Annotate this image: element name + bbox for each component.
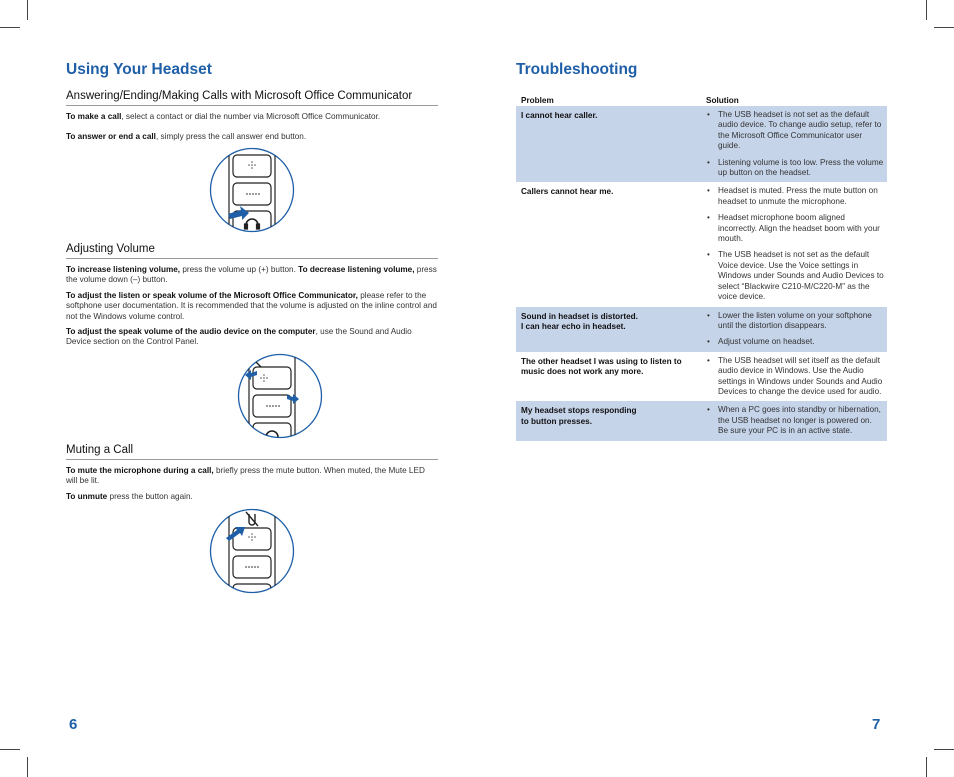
page-number-right: 7 xyxy=(872,716,881,733)
inline-control-mute-illustration xyxy=(209,508,295,594)
table-row xyxy=(516,182,887,306)
volume-up-bold: To increase listening volume, xyxy=(66,265,181,274)
answer-call-paragraph xyxy=(66,132,438,142)
table-row xyxy=(516,401,887,440)
solution-item: • The USB headset is not set as the default audio device. To change audio setup, refer to the Microsoft Office Communicator user guide. xyxy=(718,110,884,152)
section-heading-volume: Adjusting Volume xyxy=(66,243,438,259)
solution-cell xyxy=(702,307,887,352)
volume-down-text: press the volume down (–) button. xyxy=(66,265,437,285)
mute-bold: To mute the microphone during a call, xyxy=(66,466,214,475)
problem-text: I can hear echo in headset. xyxy=(521,321,626,331)
mute-paragraph-1 xyxy=(66,466,438,487)
solution-cell xyxy=(702,182,887,306)
answer-call-bold: To answer or end a call xyxy=(66,132,156,141)
inline-control-volume-illustration xyxy=(237,353,323,439)
problem-text: My headset stops responding xyxy=(521,406,637,416)
table-row xyxy=(516,106,887,182)
solution-cell xyxy=(702,352,887,402)
problem-text: Callers cannot hear me. xyxy=(521,187,614,197)
solution-list xyxy=(706,110,884,178)
make-call-text: , select a contact or dial the number via Microsoft Office Communicator. xyxy=(121,112,381,121)
solution-cell xyxy=(702,401,887,440)
solution-item: • Lower the listen volume on your softphone until the distortion disappears. xyxy=(718,311,884,332)
solution-list xyxy=(706,311,884,348)
crop-mark xyxy=(926,757,927,777)
solution-list xyxy=(706,186,884,302)
unmute-bold: To unmute xyxy=(66,492,108,501)
problem-text: Sound in headset is distorted. xyxy=(521,311,638,321)
table-row xyxy=(516,352,887,402)
volume-paragraph-1 xyxy=(66,265,438,286)
table-header xyxy=(516,90,887,106)
column-header-solution: Solution xyxy=(706,95,739,105)
speak-volume-bold: To adjust the speak volume of the audio device on the computer xyxy=(66,327,316,336)
solution-cell xyxy=(702,106,887,182)
crop-mark xyxy=(926,0,927,20)
volume-paragraph-2 xyxy=(66,291,438,322)
problem-cell xyxy=(516,106,702,182)
crop-mark xyxy=(0,749,20,750)
crop-mark xyxy=(27,0,28,20)
make-call-paragraph xyxy=(66,112,438,122)
table-row xyxy=(516,307,887,352)
problem-text: to button presses. xyxy=(521,416,592,426)
solution-item: • When a PC goes into standby or hibernation, the USB headset no longer is powered on. Be sure your PC is in an active state. xyxy=(718,405,884,436)
make-call-bold: To make a call xyxy=(66,112,122,121)
solution-item: • Listening volume is too low. Press the volume up button on the headset. xyxy=(718,158,884,179)
answer-call-text: , simply press the call answer end button. xyxy=(155,132,307,141)
solution-item: • Headset microphone boom aligned incorrectly. Align the headset boom with your mouth. xyxy=(718,213,884,244)
solution-item: • Headset is muted. Press the mute button on headset to unmute the microphone. xyxy=(718,186,884,207)
troubleshooting-table xyxy=(516,90,887,441)
problem-text: The other headset I was using to listen to music does not work any more. xyxy=(521,356,682,377)
problem-cell xyxy=(516,182,702,306)
mute-paragraph-2 xyxy=(66,492,438,502)
volume-paragraph-3 xyxy=(66,327,438,348)
crop-mark xyxy=(934,27,954,28)
page-title-using-headset: Using Your Headset xyxy=(66,61,212,78)
volume-softphone-bold: To adjust the listen or speak volume of the Microsoft Office Communicator, xyxy=(66,291,358,300)
problem-cell xyxy=(516,307,702,352)
crop-mark xyxy=(934,749,954,750)
table-body xyxy=(516,106,887,441)
page-title-troubleshooting: Troubleshooting xyxy=(516,61,638,78)
unmute-text: press the button again. xyxy=(107,492,193,501)
solution-list xyxy=(706,356,884,398)
problem-text: I cannot hear caller. xyxy=(521,111,598,120)
inline-control-answer-illustration xyxy=(209,147,295,233)
volume-up-text: press the volume up (+) button. xyxy=(180,265,299,274)
crop-mark xyxy=(27,757,28,777)
crop-mark xyxy=(0,27,20,28)
page-number-left: 6 xyxy=(69,716,78,733)
solution-item: • The USB headset will set itself as the default audio device in Windows. Use the Audio settings in Windows under Sounds and Audio Devices to change the device used for audio. xyxy=(718,356,884,398)
problem-cell xyxy=(516,352,702,402)
section-heading-mute: Muting a Call xyxy=(66,444,438,460)
solution-item: • Adjust volume on headset. xyxy=(718,337,884,347)
volume-softphone-text: please refer to the softphone user documentation. It is recommended that the volume is adjusted on the inline control and not the Windows volume control. xyxy=(66,291,437,321)
solution-item: • The USB headset is not set as the default Voice device. Use the Voice settings in Windows under Sounds and Audio Devices to select “Blackwire C210-M/C220-M” as the voice device. xyxy=(718,250,884,302)
section-heading-calls: Answering/Ending/Making Calls with Microsoft Office Communicator xyxy=(66,90,438,106)
problem-cell xyxy=(516,401,702,440)
volume-down-bold: To decrease listening volume, xyxy=(298,265,415,274)
column-header-problem: Problem xyxy=(521,95,554,105)
solution-list xyxy=(706,405,884,436)
speak-volume-text: , use the Sound and Audio Device section on the Control Panel. xyxy=(66,327,412,347)
mute-text: briefly press the mute button. When muted, the Mute LED will be lit. xyxy=(66,466,425,486)
